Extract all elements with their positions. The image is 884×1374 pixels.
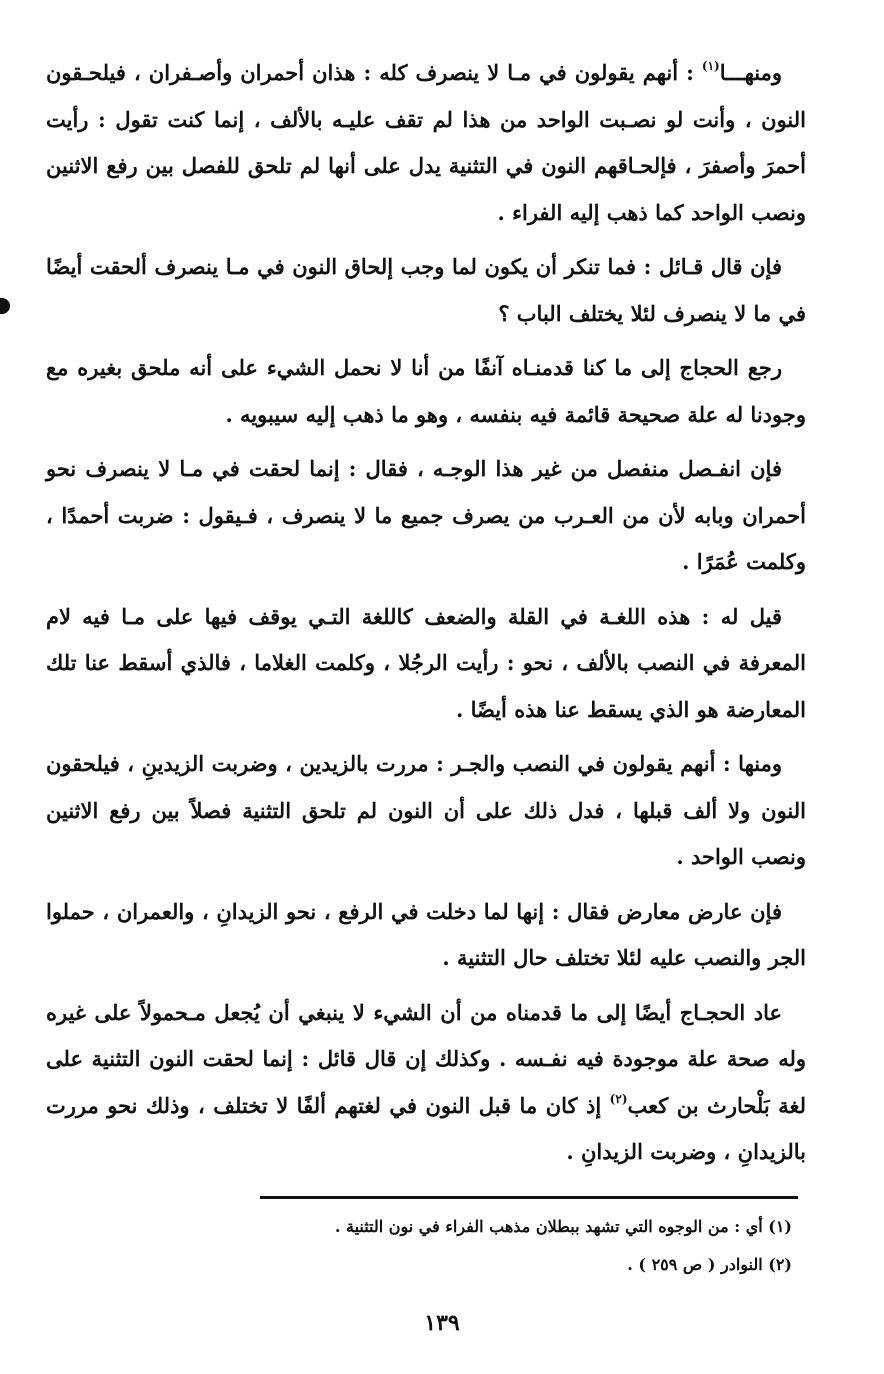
footnote-ref-1: (١) (701, 59, 720, 73)
paragraph-8-text-b: إذ كان ما قبل النون في لغتهم ألفًا لا تختلف ، وذلك نحو مررت بالزيدانِ ، وضربت الزيدانِ . (46, 1092, 806, 1164)
footnote-2: (٢) النوادر ( ص ٢٥٩ ) . (627, 1255, 792, 1274)
paragraph-4-text: فإن انفـصل منفصل من غير هذا الوجـه ، فقال : إنما لحقت في مـا لا ينصرف نحو أحمران وبابه لأن من العـرب من يصرف جميع ما لا ينصرف ، فـيقول : ضربت أحمدًا ، وكلمت عُمَرًا . (46, 456, 806, 574)
footnote-ref-2: (٢) (609, 1091, 628, 1106)
paragraph-8-text-a: عاد الحجـاج أيضًا إلى ما قدمناه من أن الشيء لا ينبغي أن يُجعل مـحمولاً على غيره وله صحة علة موجودة فيه نفـسه . وكذلك إن قال قائل : إنما لحقت النون التثنية على لغة بَلْحارث بن كعب (46, 999, 806, 1118)
paragraph-7 (46, 889, 806, 982)
paragraph-5-text: قيل له : هذه اللغـة في القلة والضعف كاللغة التـي يوقف فيها على مـا فيه لام المعرفة في النصب بالألف ، نحو : رأيت الرجُلا ، وكلمت الغلاما ، فالذي أسقط عنا تلك المعارضة هو الذي يسقط عنا هذه أيضًا . (46, 603, 806, 722)
paragraph-1 (46, 50, 806, 236)
footnote-1: (١) أي : من الوجوه التي تشهد ببطلان مذهب الفراء في نون التثنية . (334, 1217, 792, 1236)
paragraph-2-text: فإن قال قـائل : فما تنكر أن يكون لما وجب إلحاق النون في مـا ينصرف ألحقت أيضًا في ما لا ينصرف لئلا يختلف الباب ؟ (46, 254, 806, 326)
paragraph-3-text: رجع الحجاج إلى ما كنا قدمنـاه آنفًا من أنا لا نحمل الشيء على أنه ملحق بغيره مع وجودنا له علة صحيحة قائمة فيه بنفسه ، وهو ما ذهب إليه سيبويه . (46, 355, 806, 427)
main-text (46, 50, 806, 1180)
paragraph-4 (46, 446, 806, 586)
paragraph-8 (46, 990, 806, 1176)
footnote-separator (260, 1196, 798, 1199)
paragraph-6-text: ومنها : أنهم يقولون في النصب والجـر : مررت بالزيدين ، وضربت الزيدينِ ، فيلحقون النون ولا ألف قبلها ، فدل ذلك على أن النون لم تلحق التثنية فصلاً بين رفع الاثنين ونصب الواحد . (46, 751, 806, 869)
margin-ink-mark (0, 298, 10, 314)
paragraph-3 (46, 345, 806, 438)
paragraph-2 (46, 244, 806, 337)
paragraph-1-text-b: : أنهم يقولون في مـا لا ينصرف كله : هذان أحمران وأصـفران ، فيلحـقون النون ، وأنت لو نصـبت الواحد من هذا لم تقف عليـه بالألف ، إنما كنت تقول : رأيت أحمرَ وأصفرَ ، فإلحـاقهم النون في التثنية يدل على أنها لم تلحق للفصل بين رفع الاثنين ونصب الواحد كما ذهب إليه الفراء . (46, 60, 806, 225)
paragraph-6 (46, 741, 806, 881)
paragraph-5 (46, 594, 806, 734)
page-number: ١٣٩ (424, 1310, 460, 1336)
paragraph-7-text: فإن عارض معارض فقال : إنها لما دخلت في الرفع ، نحو الزيدانِ ، والعمران ، حملوا الجر والنصب عليه لئلا تختلف حال التثنية . (46, 898, 806, 970)
paragraph-1-text-a: ومنهـــا (719, 60, 782, 85)
footnotes (46, 1208, 792, 1284)
